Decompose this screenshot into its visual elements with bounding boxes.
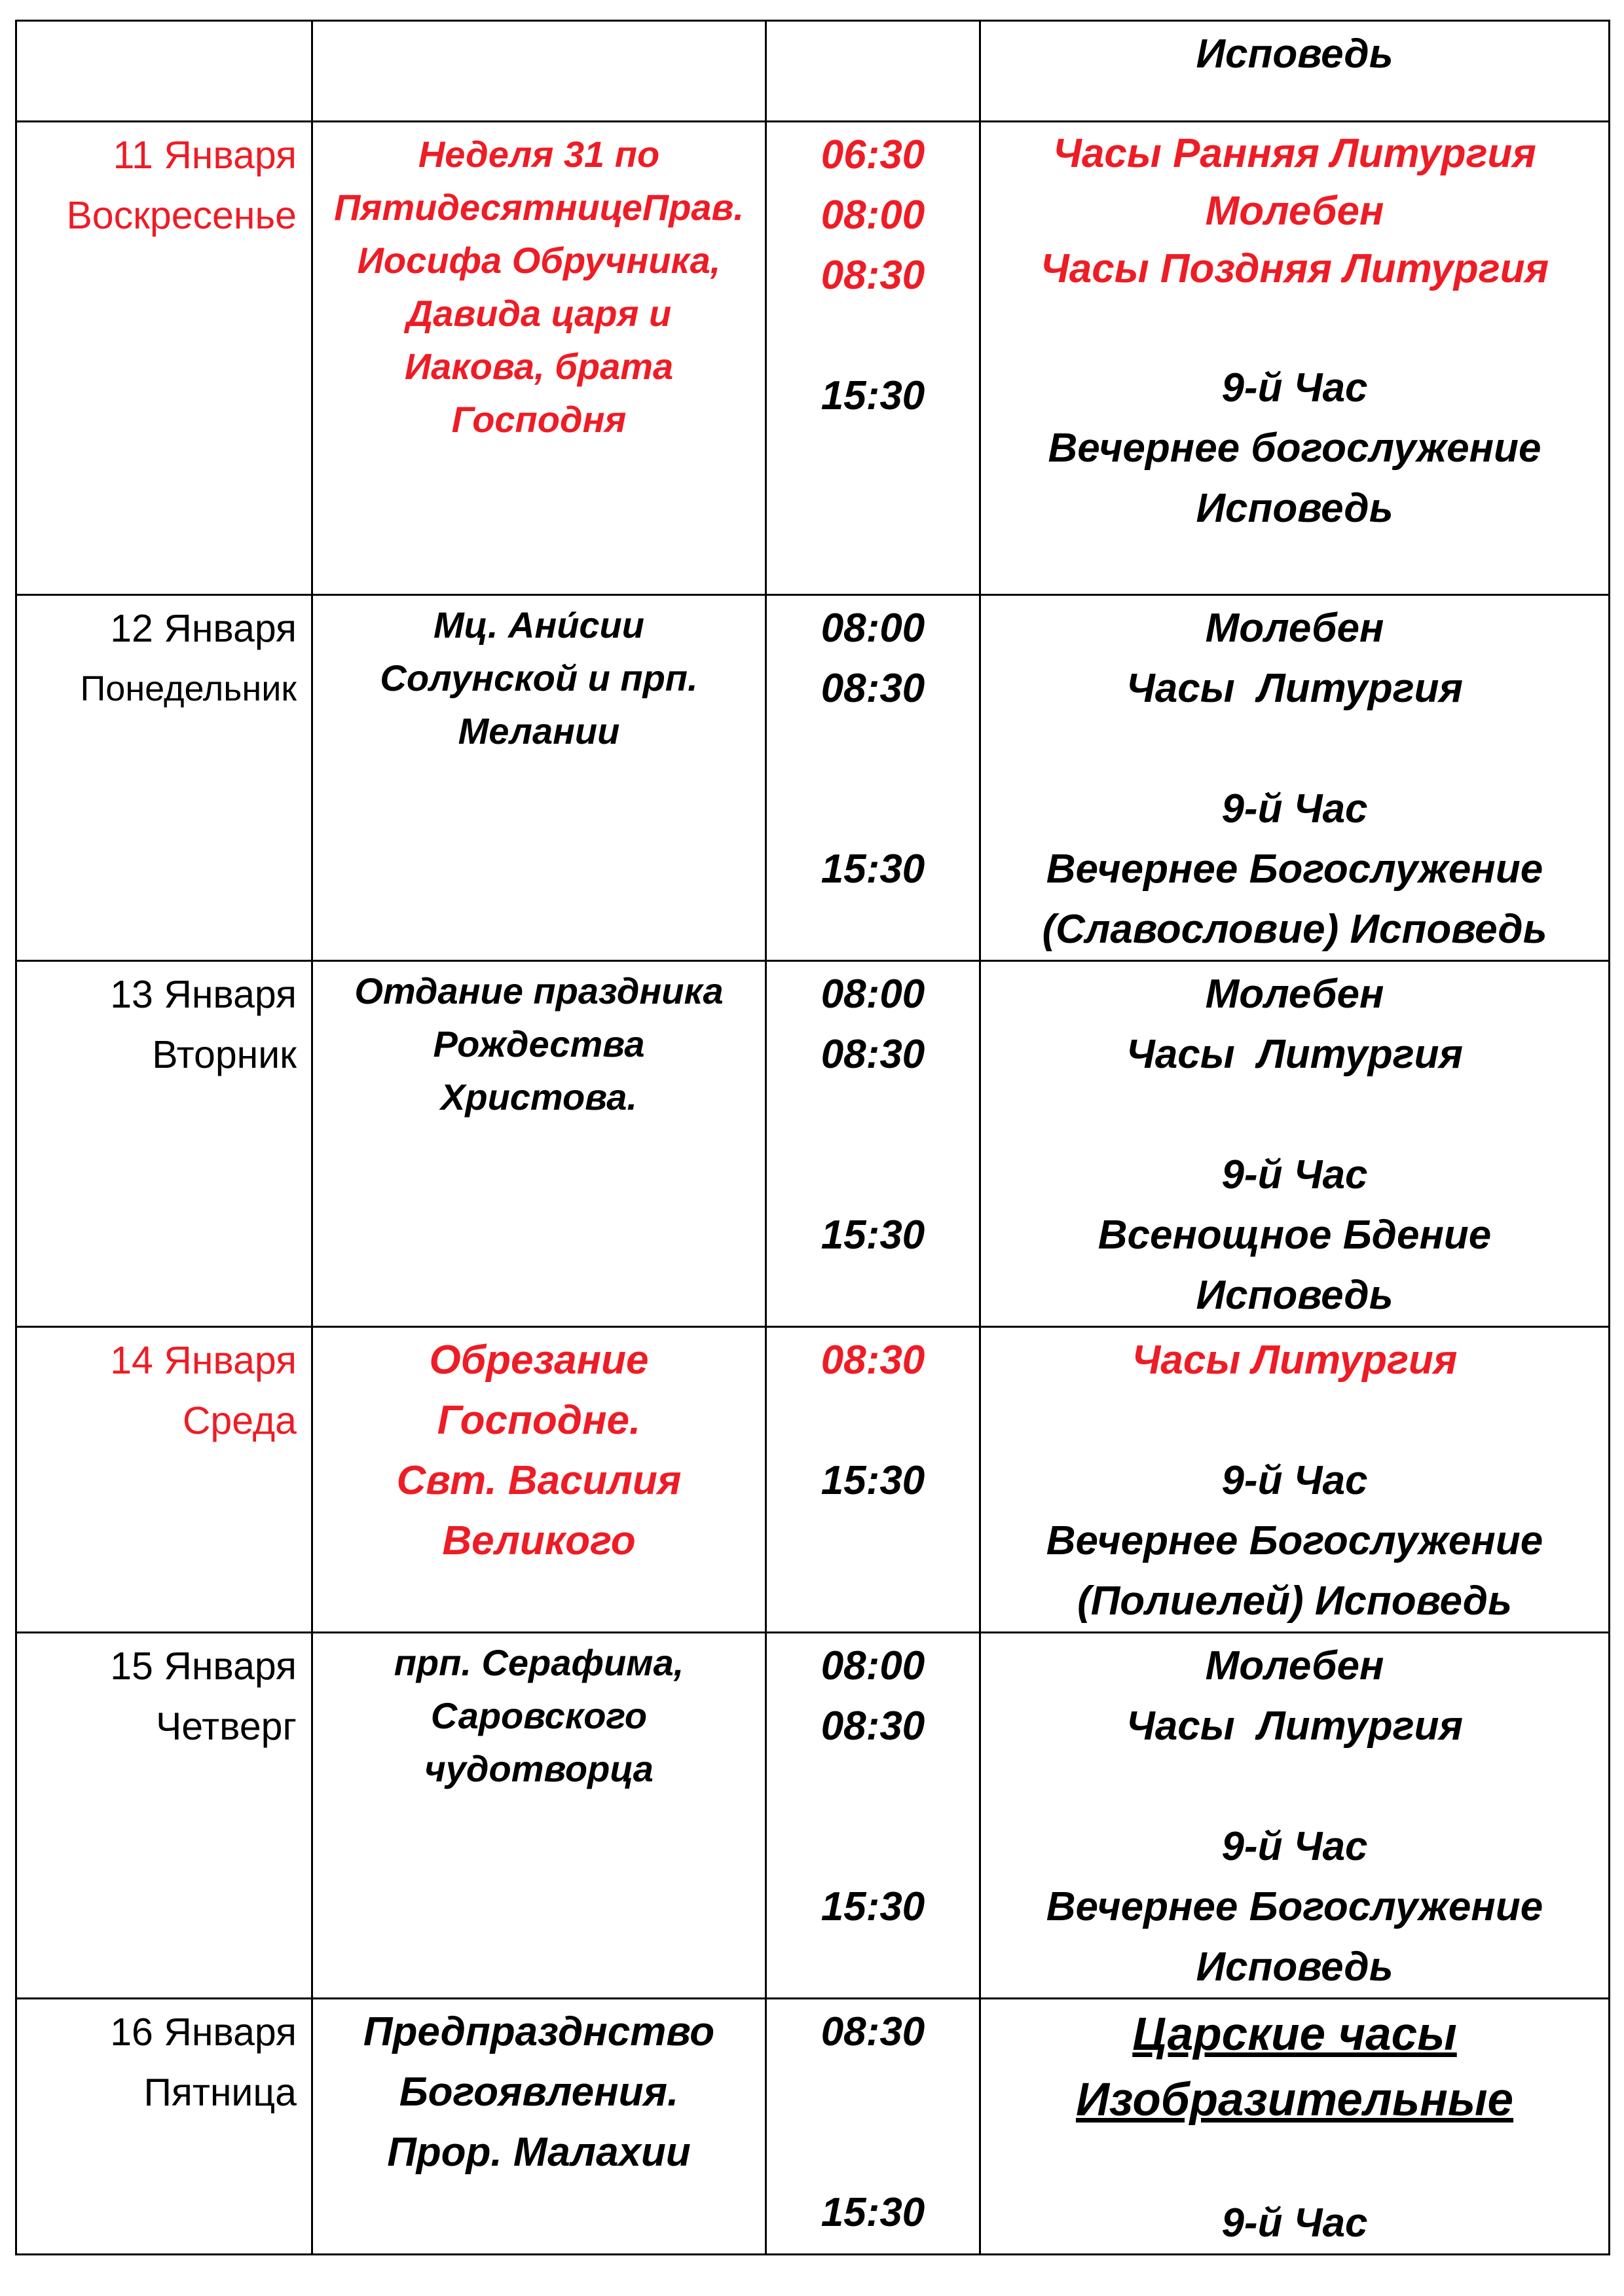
time-line	[767, 1145, 979, 1205]
time-line	[767, 1817, 979, 1877]
times-cell	[766, 1633, 980, 1999]
services-cell	[980, 122, 1610, 595]
service-line: Исповедь	[1196, 1944, 1393, 1990]
date-cell	[16, 1633, 312, 1999]
feast-line: Свт. Василия	[396, 1458, 682, 1503]
service-line: Молебен	[1205, 1643, 1384, 1688]
service-line	[981, 2133, 1608, 2193]
service-line	[981, 719, 1608, 779]
time-line: 15:30	[821, 847, 925, 892]
feast-line: Богоявления.	[399, 2069, 679, 2115]
date-cell	[16, 595, 312, 961]
feast-line: Давида царя и	[406, 293, 672, 334]
time-line: 08:30	[821, 1704, 925, 1749]
table-row	[16, 961, 1610, 1327]
service-line	[981, 298, 1608, 358]
time-line	[767, 779, 979, 839]
service-line	[981, 1757, 1608, 1817]
feast-line: Обрезание	[429, 1338, 649, 1383]
times-cell	[766, 1327, 980, 1633]
service-line: 9-й Час	[1221, 786, 1368, 831]
weekday-label: Вторник	[152, 1033, 297, 1076]
table-row	[16, 122, 1610, 595]
times-cell	[766, 595, 980, 961]
feast-line: Господня	[451, 399, 627, 440]
feast-line: Господне.	[437, 1398, 641, 1443]
service-line: Исповедь	[1196, 486, 1393, 531]
time-line: 15:30	[821, 1884, 925, 1929]
time-line: 08:00	[821, 1643, 925, 1688]
service-line: Всенощное Бдение	[1098, 1212, 1492, 1258]
time-line	[767, 1391, 979, 1451]
date-label: 16 Января	[110, 2011, 297, 2054]
time-line: 08:00	[821, 606, 925, 651]
service-line: Исповедь	[1196, 1273, 1393, 1318]
feast-cell	[312, 1633, 766, 1999]
time-line	[767, 2062, 979, 2123]
time-line: 08:00	[821, 192, 925, 238]
service-line	[981, 1085, 1608, 1145]
feast-line: ПятидесятницеПрав.	[334, 187, 744, 228]
date-cell	[16, 21, 312, 122]
feast-cell	[312, 961, 766, 1327]
time-line: 15:30	[821, 2190, 925, 2235]
service-line: 9-й Час	[1221, 1152, 1368, 1197]
table-row	[16, 595, 1610, 961]
service-line: 9-й Час	[1221, 2200, 1368, 2246]
table-row	[16, 1633, 1610, 1999]
service-line: (Полиелей) Исповедь	[1077, 1578, 1512, 1624]
feast-line: Отдание праздника	[354, 970, 724, 1011]
feast-line: Мелании	[458, 710, 620, 752]
feast-cell	[312, 1999, 766, 2255]
time-line: 15:30	[821, 1458, 925, 1503]
time-line	[767, 306, 979, 366]
table-row	[16, 1999, 1610, 2255]
service-line: Вечернее Богослужение	[1046, 1518, 1543, 1563]
feast-line: Предпразднство	[363, 2009, 715, 2054]
service-line: (Славословие) Исповедь	[1042, 907, 1547, 952]
service-line: Часы Литургия	[1126, 1032, 1464, 1077]
services-cell	[980, 1633, 1610, 1999]
feast-line: Неделя 31 по	[418, 134, 660, 175]
feast-cell	[312, 21, 766, 122]
date-label: 14 Января	[110, 1339, 297, 1382]
date-cell	[16, 1999, 312, 2255]
service-line	[981, 1391, 1608, 1451]
service-line: Вечернее Богослужение	[1046, 847, 1543, 892]
time-line: 08:30	[821, 1338, 925, 1383]
date-label: 13 Января	[110, 973, 297, 1016]
feast-line: чудотворца	[424, 1748, 654, 1789]
feast-line: Иосифа Обручника,	[357, 240, 721, 281]
feast-line: Мц. Ани́сии	[434, 604, 644, 646]
service-line: Часы Литургия	[1126, 666, 1464, 711]
service-line: Часы Литургия	[1132, 1338, 1458, 1383]
time-line	[767, 1085, 979, 1145]
weekday-label: Среда	[182, 1399, 297, 1442]
date-cell	[16, 122, 312, 595]
date-cell	[16, 961, 312, 1327]
weekday-label: Воскресенье	[66, 194, 297, 237]
feast-cell	[312, 1327, 766, 1633]
feast-line: Прор. Малахии	[387, 2130, 691, 2175]
time-line: 08:30	[821, 666, 925, 711]
time-line: 08:30	[821, 2009, 925, 2054]
date-label: 15 Января	[110, 1645, 297, 1688]
date-label: 11 Января	[113, 134, 297, 177]
time-line: 08:30	[821, 253, 925, 298]
feast-line: Иакова, брата	[404, 346, 674, 387]
times-cell	[766, 1999, 980, 2255]
time-line: 06:30	[821, 132, 925, 177]
time-line	[767, 719, 979, 779]
feast-line: Солунской и прп.	[380, 657, 698, 699]
service-line: Вечернее богослужение	[1048, 426, 1541, 471]
feast-cell	[312, 595, 766, 961]
service-line: Часы Поздняя Литургия	[1040, 246, 1549, 291]
services-cell	[980, 961, 1610, 1327]
services-cell	[980, 1327, 1610, 1633]
service-line: Изобразительные	[1075, 2074, 1514, 2126]
service-line: Молебен	[1205, 606, 1384, 651]
time-line: 08:00	[821, 972, 925, 1017]
weekday-label: Пятница	[143, 2071, 297, 2114]
service-line: Молебен	[1205, 189, 1384, 234]
time-line	[767, 1757, 979, 1817]
service-line: Молебен	[1205, 972, 1384, 1017]
service-line: Царские часы	[1132, 2009, 1457, 2060]
time-line: 15:30	[821, 1212, 925, 1258]
service-line: 9-й Час	[1221, 365, 1368, 410]
schedule-table	[15, 20, 1610, 2255]
time-line: 15:30	[821, 373, 925, 418]
table-row	[16, 1327, 1610, 1633]
times-cell	[766, 122, 980, 595]
service-line: 9-й Час	[1221, 1458, 1368, 1503]
feast-cell	[312, 122, 766, 595]
services-cell	[980, 21, 1610, 122]
services-cell	[980, 1999, 1610, 2255]
service-line: Часы Ранняя Литургия	[1053, 131, 1536, 176]
times-cell	[766, 21, 980, 122]
feast-line: Христова.	[441, 1076, 637, 1118]
feast-line: Рождества	[433, 1023, 645, 1065]
times-cell	[766, 961, 980, 1327]
service-line: Вечернее Богослужение	[1046, 1884, 1543, 1929]
weekday-label: Понедельник	[80, 669, 297, 708]
weekday-label: Четверг	[155, 1705, 297, 1748]
service-line: Исповедь	[1196, 31, 1393, 77]
service-line: 9-й Час	[1221, 1824, 1368, 1869]
service-line: Часы Литургия	[1126, 1704, 1464, 1749]
date-cell	[16, 1327, 312, 1633]
feast-line: Великого	[442, 1518, 636, 1563]
feast-line: прп. Серафима,	[394, 1642, 684, 1683]
table-row	[16, 21, 1610, 122]
time-line	[767, 2123, 979, 2183]
time-line: 08:30	[821, 1032, 925, 1077]
feast-line: Саровского	[430, 1695, 648, 1736]
services-cell	[980, 595, 1610, 961]
date-label: 12 Января	[110, 607, 297, 650]
